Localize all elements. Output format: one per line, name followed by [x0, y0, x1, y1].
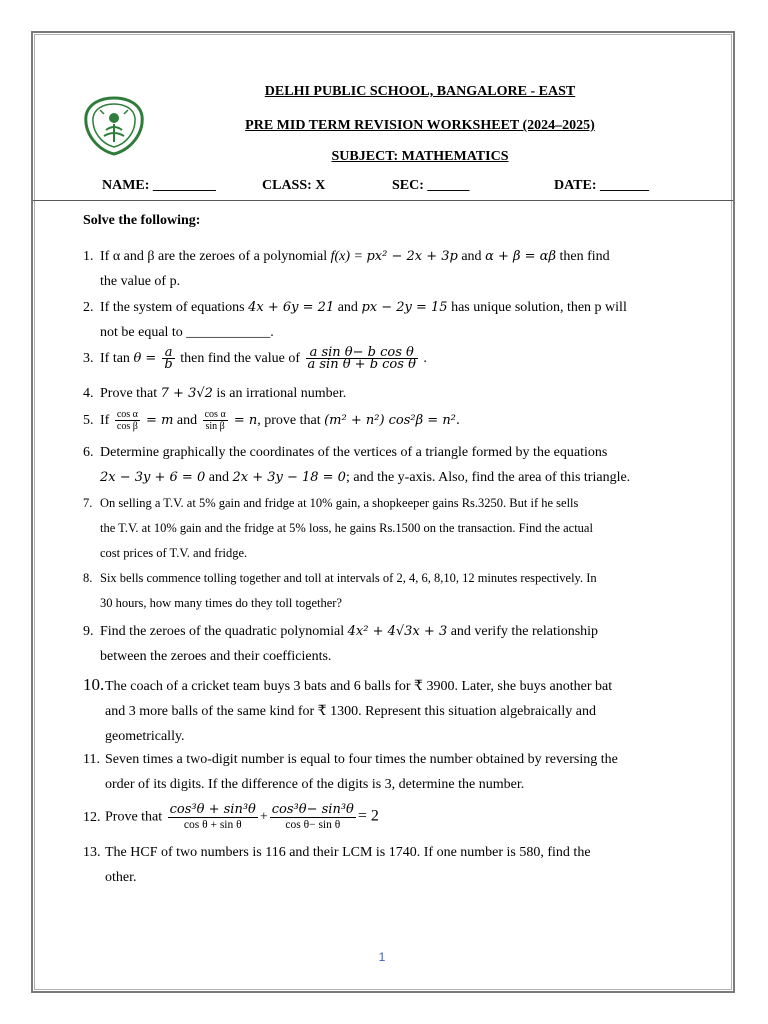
section-title: Solve the following:: [83, 213, 201, 228]
question-6: 6. Determine graphically the coordinates of the vertices of a triangle formed by the equations 2x − 3y + 6 = 0 and 2x + 3y − 18 = 0; and the y-axis. Also, find the area of this triangle.: [83, 445, 631, 485]
subject-title: SUBJECT: MATHEMATICS: [331, 149, 509, 164]
date-field: DATE: _______: [554, 178, 650, 193]
student-info-row: [102, 178, 682, 198]
question-4: 4. Prove that 7 + 3√2 is an irrational number.: [83, 386, 347, 401]
question-1: 1. If α and β are the zeroes of a polynomial f(x) = px² − 2x + 3p and α + β = αβ then find the value of p.: [83, 249, 610, 289]
question-5: 5. If $\frac{\text{cos α}}{\text{cos β}}$ = m and $\frac{\text{cos α}}{\text{sin β}}$ = n, prove that (m² + n²) cos²β = n².: [83, 409, 461, 433]
fraction-a-over-b: $\frac{a}{b}$: [164, 345, 173, 373]
fraction-cos-over-cos: $\frac{\text{cos α}}{\text{cos β}}$: [116, 409, 138, 433]
question-10: 10.The coach of a cricket team buys 3 bats and 6 balls for ₹ 3900. Later, she buys another bat and 3 more balls of the same kind for ₹ 1300. Represent this situation algebraically and geometrically.: [83, 675, 613, 744]
fraction-expression: $\frac{\text{a sin θ− b cos θ}}{\text{a sin θ + b cos θ}}$: [307, 345, 416, 373]
page-number: 1: [378, 950, 386, 964]
school-logo-icon: [82, 94, 146, 158]
fraction-cube-diff: $\frac{\text{cos³θ− sin³θ}}{\text{cos θ− sin θ}}$: [271, 802, 354, 831]
question-7: 7. On selling a T.V. at 5% gain and fridge at 10% gain, a shopkeeper gains Rs.3250. But if he sells the T.V. at 10% gain and the fridge at 5% loss, he gains Rs.1500 on the transaction. Find the actual cost prices of T.V. and fridge.: [83, 496, 593, 560]
section-field: SEC: ______: [392, 178, 470, 193]
question-2: 2. If the system of equations 4x + 6y = 21 and px − 2y = 15 has unique solution, then p will not be equal to ____________.: [83, 300, 627, 340]
question-13: 13. The HCF of two numbers is 116 and their LCM is 1740. If one number is 580, find the other.: [83, 845, 591, 885]
question-3: 3. If tan θ = $\frac{a}{b}$ then find the value of $\frac{\text{a sin θ− b cos θ}}{\text{a sin θ + b cos θ}}$ .: [83, 345, 427, 373]
school-name: DELHI PUBLIC SCHOOL, BANGALORE - EAST: [264, 84, 576, 99]
question-11: 11. Seven times a two-digit number is equal to four times the number obtained by reversing the order of its digits. If the difference of the digits is 3, determine the number.: [83, 752, 618, 792]
question-8: 8. Six bells commence tolling together and toll at intervals of 2, 4, 6, 8,10, 12 minutes respectively. In 30 hours, how many times do they toll together?: [83, 571, 597, 610]
fraction-cube-sum: $\frac{\text{cos³θ + sin³θ}}{\text{cos θ + sin θ}}$: [169, 802, 256, 831]
question-9: 9. Find the zeroes of the quadratic polynomial 4x² + 4√3x + 3 and verify the relationship between the zeroes and their coefficients.: [83, 624, 599, 664]
fraction-cos-over-sin: $\frac{\text{cos α}}{\text{sin β}}$: [204, 409, 226, 433]
worksheet-title: PRE MID TERM REVISION WORKSHEET (2024–2025): [245, 118, 595, 133]
header-divider: [33, 200, 733, 201]
class-field: CLASS: X: [262, 178, 326, 193]
question-12: 12. Prove that $\frac{\text{cos³θ + sin³θ}}{\text{cos θ + sin θ}}$ + $\frac{\text{cos³θ− sin³θ}}{\text{cos θ− sin θ}}$ = 2: [83, 802, 379, 831]
name-field: NAME: _________: [102, 178, 216, 193]
